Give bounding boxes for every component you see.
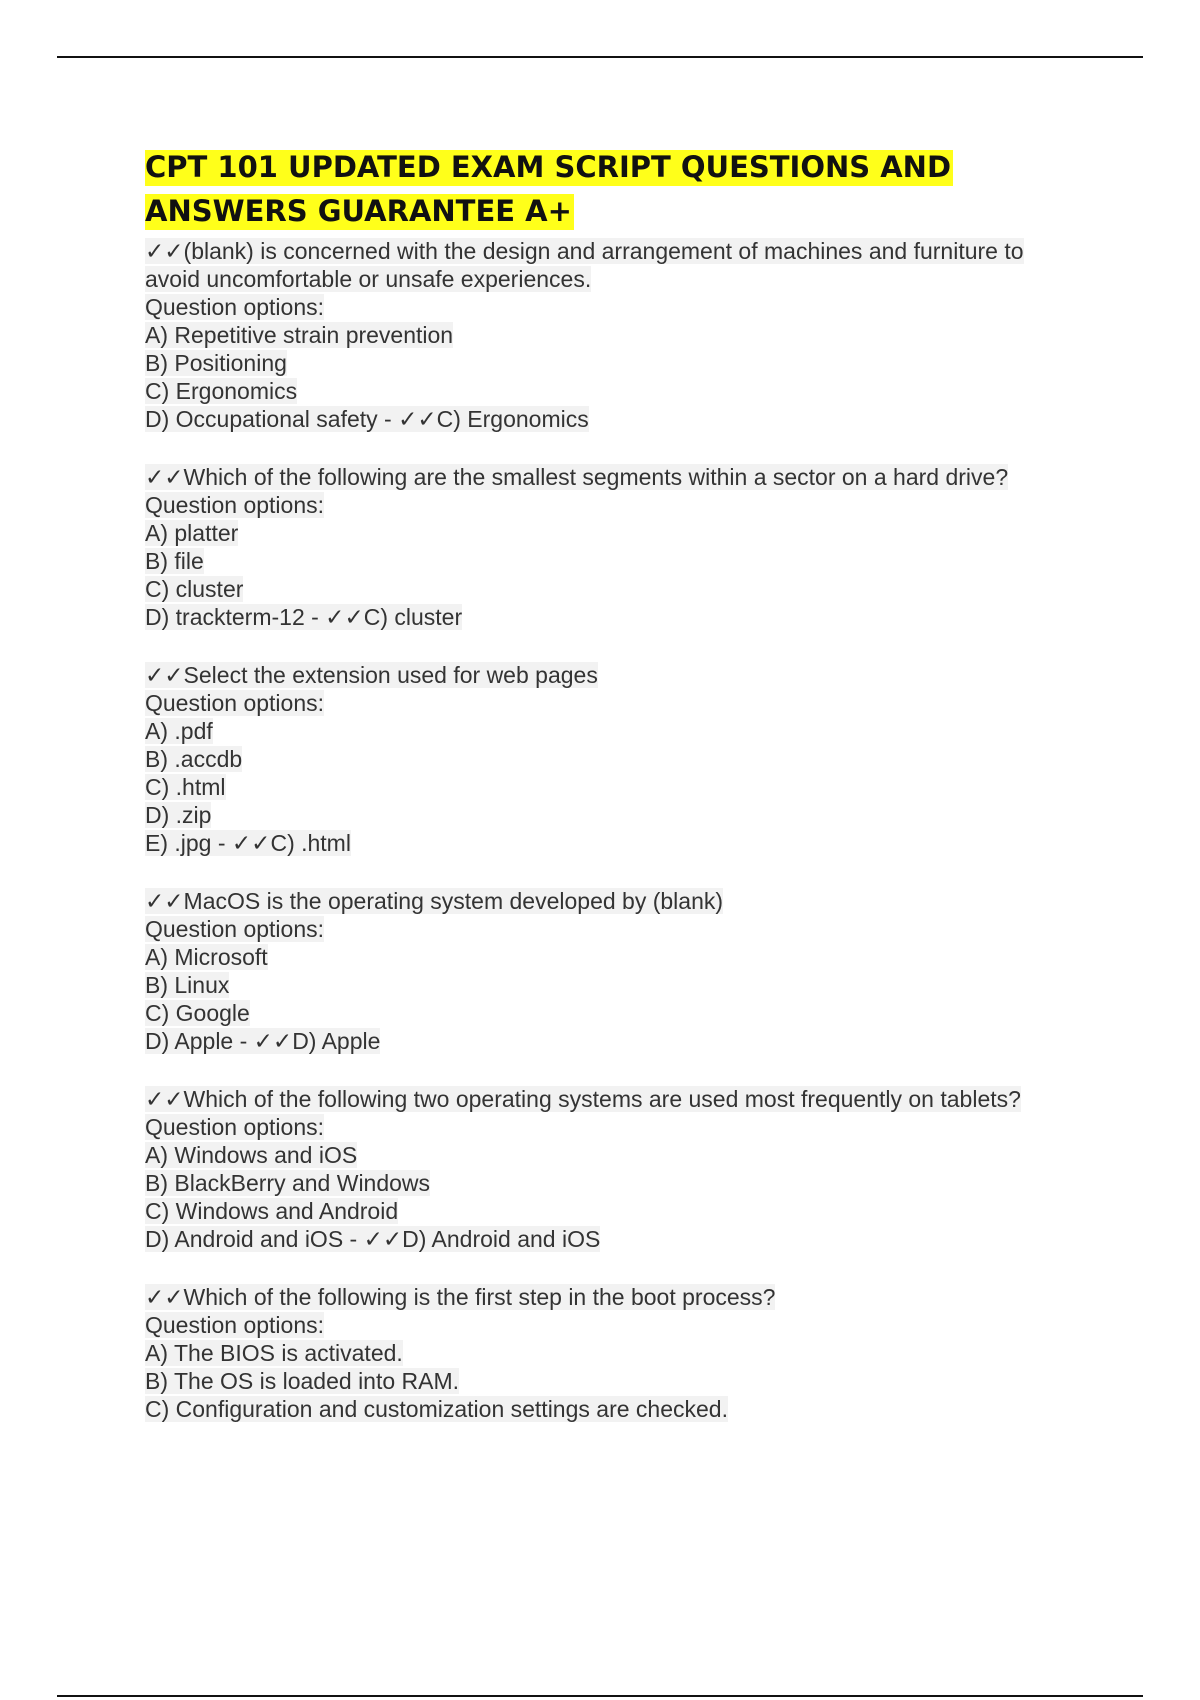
question-options-label: [145, 915, 1085, 943]
question-option: [145, 943, 1085, 971]
question-option: [145, 377, 1085, 405]
question-prompt-text: avoid uncomfortable or unsafe experiences.: [145, 266, 592, 292]
title-line-1: CPT 101 UPDATED EXAM SCRIPT QUESTIONS AND: [145, 150, 952, 184]
question-option: [145, 1395, 1085, 1423]
question-option-text: B) Linux: [145, 972, 230, 998]
question-option: [145, 405, 1085, 433]
question-prompt-text: ✓✓Which of the following is the first step in the boot process?: [145, 1284, 776, 1310]
question-option-text: C) Configuration and customization settings are checked.: [145, 1396, 728, 1422]
question-options-label-text: Question options:: [145, 690, 325, 716]
page-title: [145, 145, 1085, 233]
question-option-text: A) The BIOS is activated.: [145, 1340, 403, 1366]
question-option: [145, 971, 1085, 999]
question-prompt: [145, 463, 1085, 491]
question-option: [145, 1339, 1085, 1367]
question-option: [145, 1141, 1085, 1169]
question-option-text: C) cluster: [145, 576, 244, 602]
question-options-label: [145, 1113, 1085, 1141]
question-option: [145, 547, 1085, 575]
question-option: [145, 321, 1085, 349]
question-option-text: B) The OS is loaded into RAM.: [145, 1368, 460, 1394]
document-body: [145, 145, 1085, 1453]
question-option: [145, 801, 1085, 829]
question-prompt-text: ✓✓Which of the following are the smallest segments within a sector on a hard drive?: [145, 464, 1009, 490]
question-options-label-text: Question options:: [145, 916, 325, 942]
question-option-text: D) Apple - ✓✓D) Apple: [145, 1028, 381, 1054]
question-prompt-text: ✓✓Select the extension used for web pages: [145, 662, 598, 688]
question-block: [145, 1283, 1085, 1423]
question-option-text: C) Ergonomics: [145, 378, 298, 404]
question-option: [145, 999, 1085, 1027]
question-option-text: C) .html: [145, 774, 226, 800]
question-options-label: [145, 689, 1085, 717]
question-prompt-text: ✓✓(blank) is concerned with the design and arrangement of machines and furniture to: [145, 238, 1024, 264]
question-block: [145, 661, 1085, 857]
question-list: [145, 237, 1085, 1423]
question-options-label-text: Question options:: [145, 1114, 325, 1140]
question-option-text: A) Repetitive strain prevention: [145, 322, 454, 348]
question-option-text: A) platter: [145, 520, 239, 546]
question-prompt: [145, 265, 1085, 293]
question-option: [145, 1367, 1085, 1395]
question-option-text: D) Occupational safety - ✓✓C) Ergonomics: [145, 406, 589, 432]
question-prompt: [145, 1283, 1085, 1311]
question-options-label-text: Question options:: [145, 492, 325, 518]
question-block: [145, 237, 1085, 433]
question-option: [145, 829, 1085, 857]
question-prompt-text: ✓✓MacOS is the operating system developed by (blank): [145, 888, 724, 914]
question-option-text: C) Google: [145, 1000, 250, 1026]
question-option: [145, 773, 1085, 801]
question-prompt: [145, 1085, 1085, 1113]
question-options-label-text: Question options:: [145, 1312, 325, 1338]
question-prompt-text: ✓✓Which of the following two operating systems are used most frequently on tablets?: [145, 1086, 1021, 1112]
question-option-text: B) .accdb: [145, 746, 243, 772]
question-option-text: B) BlackBerry and Windows: [145, 1170, 431, 1196]
question-option: [145, 745, 1085, 773]
question-options-label-text: Question options:: [145, 294, 325, 320]
question-option: [145, 717, 1085, 745]
question-option: [145, 1225, 1085, 1253]
question-option: [145, 519, 1085, 547]
bottom-rule: [57, 1695, 1143, 1697]
question-option-text: A) Windows and iOS: [145, 1142, 358, 1168]
question-options-label: [145, 1311, 1085, 1339]
question-option-text: D) .zip: [145, 802, 212, 828]
question-prompt: [145, 661, 1085, 689]
question-option: [145, 603, 1085, 631]
title-line-2: ANSWERS GUARANTEE A+: [145, 194, 572, 228]
top-rule: [57, 56, 1143, 58]
question-option-text: A) Microsoft: [145, 944, 268, 970]
question-option-text: D) trackterm-12 - ✓✓C) cluster: [145, 604, 463, 630]
question-options-label: [145, 491, 1085, 519]
question-option-text: D) Android and iOS - ✓✓D) Android and iOS: [145, 1226, 601, 1252]
question-block: [145, 1085, 1085, 1253]
question-prompt: [145, 887, 1085, 915]
question-option: [145, 349, 1085, 377]
question-option: [145, 1027, 1085, 1055]
question-option-text: E) .jpg - ✓✓C) .html: [145, 830, 351, 856]
question-option: [145, 1169, 1085, 1197]
question-option-text: B) file: [145, 548, 204, 574]
question-block: [145, 463, 1085, 631]
question-option-text: B) Positioning: [145, 350, 287, 376]
question-option: [145, 575, 1085, 603]
question-option-text: A) .pdf: [145, 718, 213, 744]
question-option-text: C) Windows and Android: [145, 1198, 399, 1224]
question-prompt: [145, 237, 1085, 265]
question-options-label: [145, 293, 1085, 321]
question-option: [145, 1197, 1085, 1225]
question-block: [145, 887, 1085, 1055]
